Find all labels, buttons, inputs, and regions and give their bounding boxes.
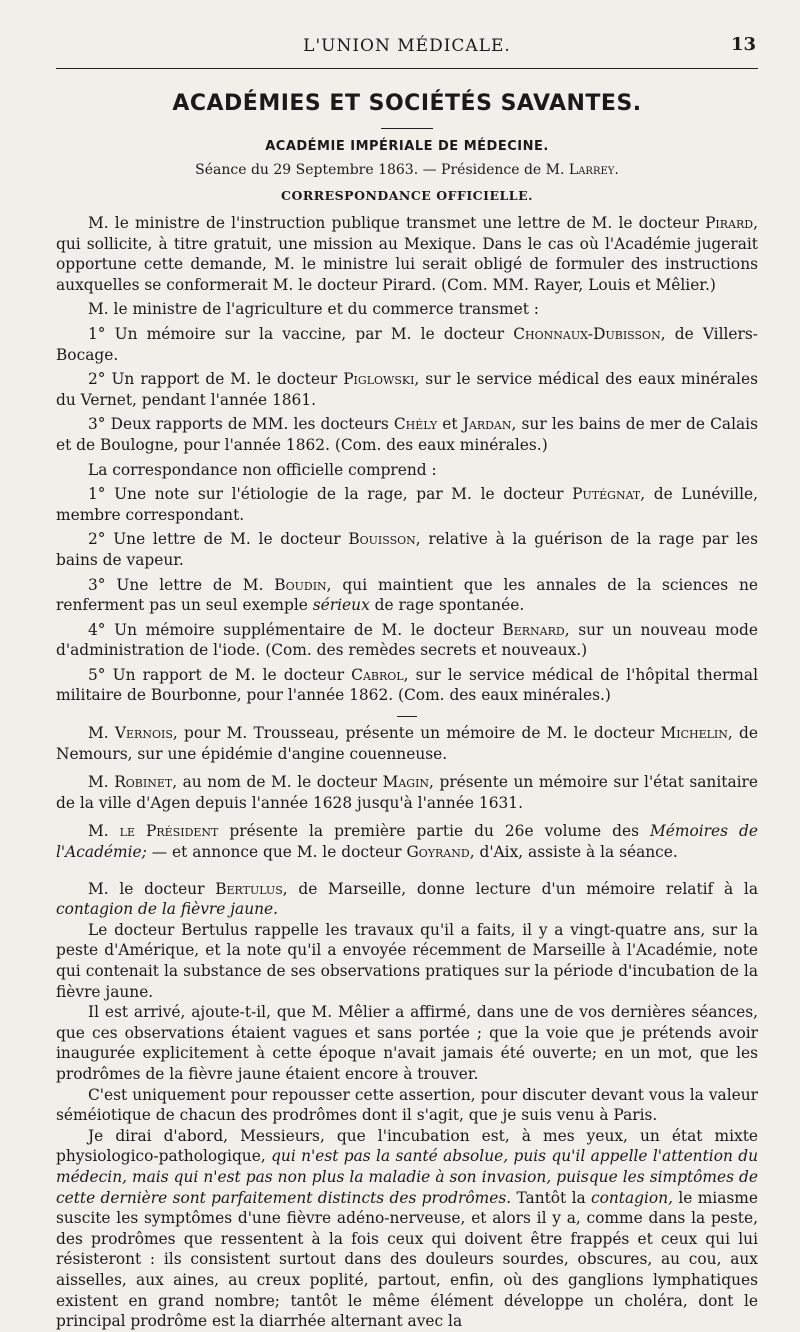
list-item: 3° Une lettre de M. Boudin, qui maintient que les annales de la sciences ne renferment pas un seul exemple sérieux de rage spontanée. xyxy=(56,575,758,615)
person-name: Robinet xyxy=(114,773,173,792)
list-item: 2° Une lettre de M. le docteur Bouisson, relative à la guérison de la rage par les bains de vapeur. xyxy=(56,530,758,569)
person-name: Bernard xyxy=(502,620,565,639)
person-name: Bouisson xyxy=(348,530,416,549)
section-title: ACADÉMIES ET SOCIÉTÉS SAVANTES. xyxy=(172,91,642,116)
list-item: 2° Un rapport de M. le docteur Piglowski, sur le service médical des eaux minérales du Vernet, pendant l'année 1861. xyxy=(56,370,758,409)
paragraph: M. le ministre de l'agriculture et du commerce transmet : xyxy=(88,300,539,319)
running-head xyxy=(56,30,758,64)
person-name: Bertulus xyxy=(215,879,283,898)
list-item: 1° Un mémoire sur la vaccine, par M. le docteur Chonnaux-Dubisson, de Villers-Bocage. xyxy=(56,324,758,364)
paragraph: Il est arrivé, ajoute-t-il, que M. Mêlier a affirmé, dans une de vos dernières séances, que ces observations étaient vagues et sans portée ; que la voie que je prétends avoir inaugurée explicitement à cette époque n'avait jamais été ouverte; en un mot, que les prodrômes de la fièvre jaune étaient encore à trouver. xyxy=(56,1003,758,1083)
paragraph: M. le ministre de l'instruction publique transmet une lettre de M. le docteur Pirard, qui sollicite, à titre gratuit, une mission au Mexique. Dans le cas où l'Académie jugerait opportune cette demande, M. le ministre lui serait obligé de formuler des instructions auxquelles se conformerait M. le docteur Pirard. (Com. MM. Rayer, Louis et Mêlier.) xyxy=(56,214,758,294)
page-number: 13 xyxy=(730,34,756,55)
person-name: Goyrand xyxy=(406,843,470,862)
correspondance-heading: CORRESPONDANCE OFFICIELLE. xyxy=(281,188,533,203)
person-name: Vernois xyxy=(114,724,173,743)
person-name: Magin xyxy=(382,773,430,792)
header-rule xyxy=(56,68,758,69)
paragraph: Je dirai d'abord, Messieurs, que l'incubation est, à mes yeux, un état mixte physiologico-pathologique, qui n'est pas la santé absolue, puis qu'il appelle l'attention du médecin, mais qui n'est pas non plus la maladie à son invasion, puisque les simptômes de cette dernière sont parfaitement distincts des prodrômes. Tantôt la contagion, le miasme suscite les symptômes d'une fièvre adéno-nerveuse, et alors il y a, comme dans la peste, des prodrômes que ressentent à la fois ceux qui doivent être frappés et ceux qui lui résisteront : ils consistent surtout dans des douleurs sourdes, obscures, au cou, aux aisselles, aux aines, au creux poplité, partout, enfin, où des ganglions lymphatiques existent en grand nombre; tantôt le même élément développe un choléra, dont le principal prodrôme est la diarrhée alternant avec la xyxy=(56,1126,758,1331)
person-name: Cabrol xyxy=(351,665,404,684)
paragraph: M. le docteur Bertulus, de Marseille, donne lecture d'un mémoire relatif à la contagion de la fièvre jaune. xyxy=(56,879,758,919)
person-name: Putégnat xyxy=(572,485,641,504)
title-rule xyxy=(381,128,433,129)
list-item: 1° Une note sur l'étiologie de la rage, par M. le docteur Putégnat, de Lunéville, membre correspondant. xyxy=(56,485,758,524)
person-name: Chély xyxy=(393,415,438,434)
person-name: Boudin xyxy=(274,575,327,594)
person-name: Piglowski xyxy=(343,370,415,389)
list-item: 4° Un mémoire supplémentaire de M. le docteur Bernard, sur un nouveau mode d'administration de l'iode. (Com. des remèdes secrets et nouveaux.) xyxy=(56,620,758,660)
seance-president: Larrey. xyxy=(568,162,619,178)
person-name: Jardan xyxy=(462,415,512,434)
person-name: Pirard xyxy=(705,214,754,232)
paragraph: Le docteur Bertulus rappelle les travaux qu'il a faits, il y a vingt-quatre ans, sur la peste d'Amérique, et la note qu'il a envoyée récemment de Marseille à l'Académie, note qui contenait la substance de ses observations pratiques sur la période d'incubation de la fièvre jaune. xyxy=(56,920,758,1001)
paragraph: La correspondance non officielle comprend : xyxy=(88,460,437,479)
list-item: 5° Un rapport de M. le docteur Cabrol, sur le service médical de l'hôpital thermal militaire de Bourbonne, pour l'année 1862. (Com. des eaux minérales.) xyxy=(56,665,758,705)
journal-title: L'UNION MÉDICALE. xyxy=(303,36,511,56)
seance-text: Séance du 29 Septembre 1863. — Présidence de M. xyxy=(195,162,569,178)
paragraph: M. Vernois, pour M. Trousseau, présente un mémoire de M. le docteur Michelin, de Nemours, sur une épidémie d'angine couenneuse. xyxy=(56,724,758,763)
academy-heading: ACADÉMIE IMPÉRIALE DE MÉDECINE. xyxy=(265,139,549,154)
paragraph: C'est uniquement pour repousser cette assertion, pour discuter devant vous la valeur séméiotique de chacun des prodrômes dont il s'agit, que je suis venu à Paris. xyxy=(56,1085,758,1125)
seance-line xyxy=(56,162,758,178)
separator xyxy=(397,716,417,717)
paragraph: M. le Président présente la première partie du 26e volume des Mémoires de l'Académie; — et annonce que M. le docteur Goyrand, d'Aix, assiste à la séance. xyxy=(56,822,758,862)
person-name: Michelin xyxy=(660,724,728,743)
paragraph: M. Robinet, au nom de M. le docteur Magin, présente un mémoire sur l'état sanitaire de la ville d'Agen depuis l'année 1628 jusqu'à l'année 1631. xyxy=(56,773,759,812)
list-item: 3° Deux rapports de MM. les docteurs Chély et Jardan, sur les bains de mer de Calais et de Boulogne, pour l'année 1862. (Com. des eaux minérales.) xyxy=(56,415,758,454)
person-name: Chonnaux-Dubisson xyxy=(513,324,661,343)
person-name: le Président xyxy=(119,822,219,841)
